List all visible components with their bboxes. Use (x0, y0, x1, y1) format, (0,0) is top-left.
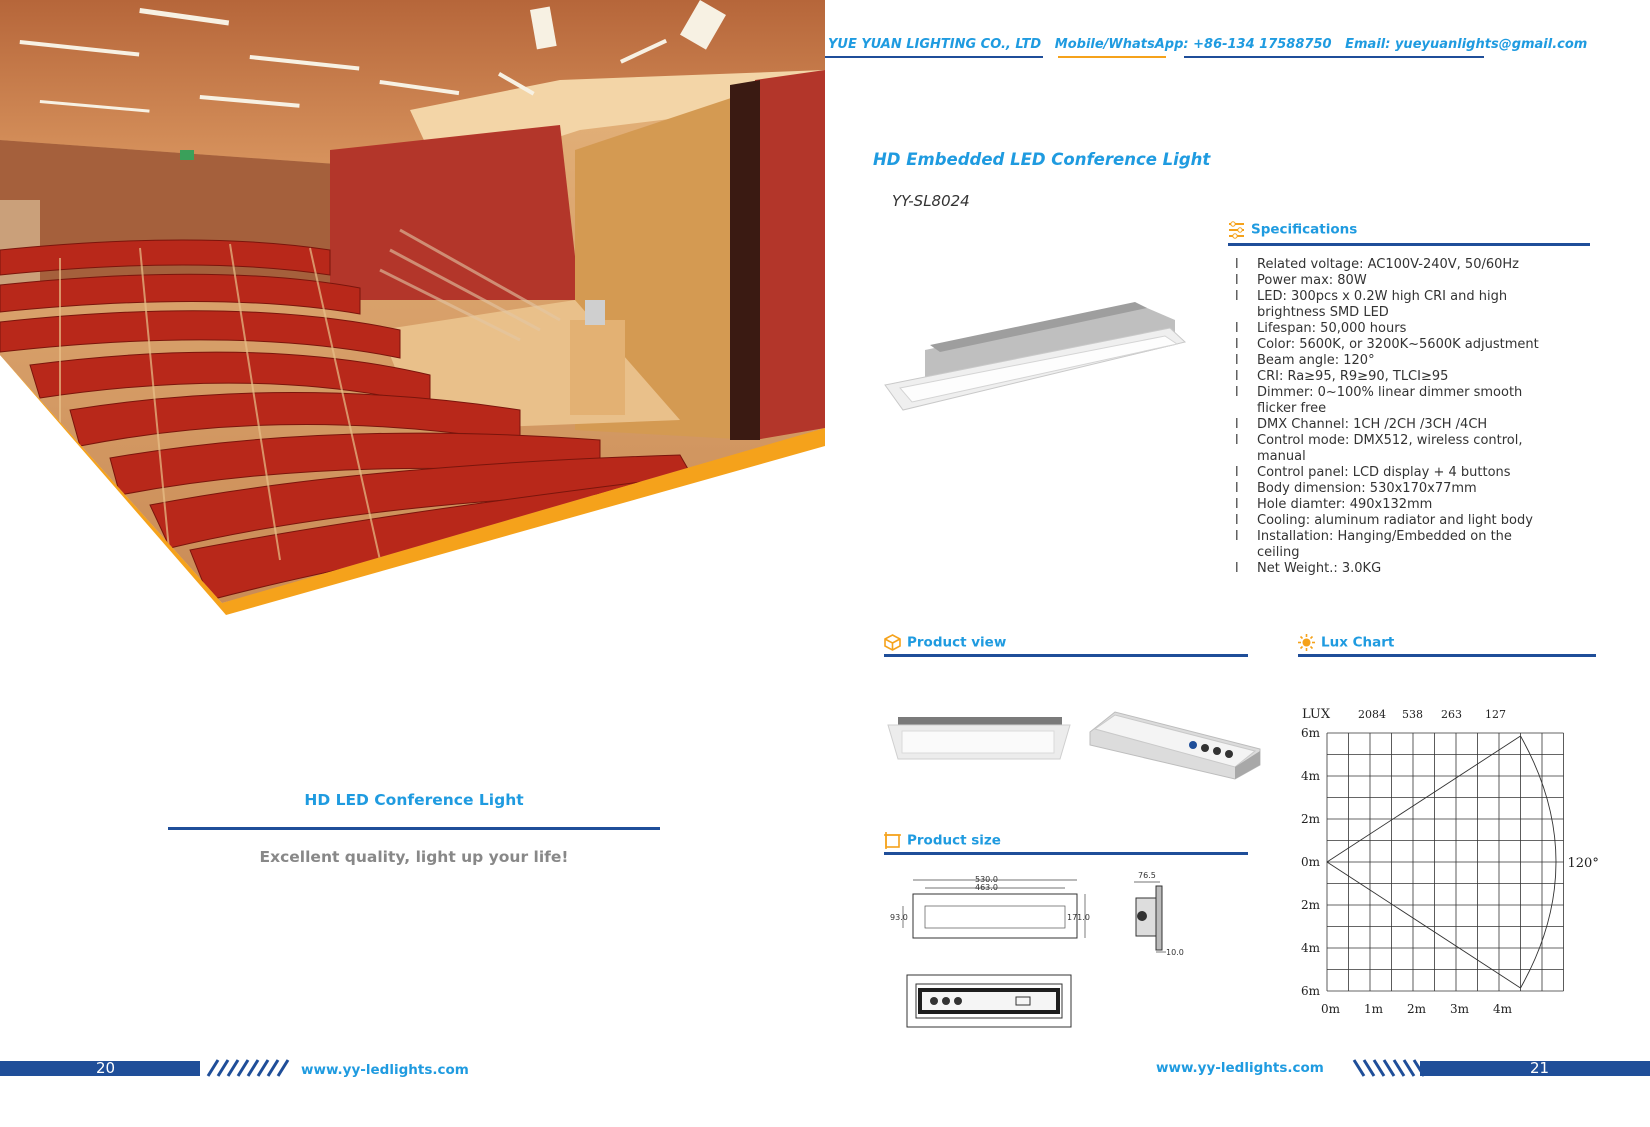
page-number-right: 21 (1530, 1059, 1550, 1077)
lux-chart (1298, 700, 1608, 1024)
product-size-label: Product size (907, 832, 1001, 849)
cube-icon (884, 634, 901, 651)
frame-icon (884, 832, 901, 849)
page-number-left: 20 (96, 1059, 116, 1077)
lux-x-label: 2m (1407, 1002, 1427, 1016)
lux-value: 2084 (1358, 708, 1386, 721)
lux-x-label: 4m (1493, 1002, 1513, 1016)
product-model: YY-SL8024 (892, 192, 970, 210)
spec-item: l Color: 5600K, or 3200K~5600K adjustment (1228, 337, 1558, 353)
product-size-heading (884, 832, 1001, 849)
auditorium-photo (0, 0, 825, 620)
spec-item: l Net Weight.: 3.0KG (1228, 561, 1558, 577)
spec-item: l Hole diamter: 490x132mm (1228, 497, 1558, 513)
spec-item: l Control mode: DMX512, wireless control, manual (1228, 433, 1558, 465)
spec-item: l Beam angle: 120° (1228, 353, 1558, 369)
footer-url-left[interactable]: www.yy-ledlights.com (301, 1062, 469, 1078)
lux-y-label: 4m (1301, 941, 1321, 955)
lux-value: 127 (1485, 708, 1506, 721)
left-page-tagline: Excellent quality, light up your life! (259, 848, 569, 866)
product-title: HD Embedded LED Conference Light (873, 150, 1211, 169)
lux-angle-label: 120° (1567, 856, 1599, 871)
specifications-label: Specifications (1251, 221, 1358, 238)
footer-stripes-left (200, 1059, 300, 1081)
spec-item: l Body dimension: 530x170x77mm (1228, 481, 1558, 497)
contact-line (828, 37, 1587, 52)
dim-depth: 76.5 (1138, 871, 1156, 880)
lux-y-label: 2m (1301, 898, 1321, 912)
size-drawing-front (885, 870, 1090, 954)
spec-item: l Related voltage: AC100V-240V, 50/60Hz (1228, 257, 1558, 273)
dim-flange: 10.0 (1166, 948, 1184, 957)
dim-height-right: 171.0 (1067, 913, 1090, 922)
spec-item: l DMX Channel: 1CH /2CH /3CH /4CH (1228, 417, 1558, 433)
spec-item: l Lifespan: 50,000 hours (1228, 321, 1558, 337)
lux-chart-heading (1298, 634, 1394, 651)
lux-value: 263 (1441, 708, 1462, 721)
product-view-heading (884, 634, 1006, 651)
spec-item: l CRI: Ra≥95, R9≥90, TLCI≥95 (1228, 369, 1558, 385)
header-rule-blue-2 (1184, 56, 1484, 58)
header-rule-orange (1058, 56, 1166, 58)
dim-total-width: 530.0 (975, 875, 998, 884)
footer-url-right[interactable]: www.yy-ledlights.com (1156, 1060, 1324, 1076)
lux-value: 538 (1402, 708, 1423, 721)
lux-y-label: 6m (1301, 726, 1321, 740)
mobile-number: Mobile/WhatsApp: +86-134 17588750 (1054, 37, 1332, 52)
product-view-label: Product view (907, 634, 1007, 651)
spec-item: l Installation: Hanging/Embedded on the ceiling (1228, 529, 1558, 561)
dim-inner-width: 463.0 (975, 883, 998, 892)
sliders-icon (1228, 221, 1245, 238)
lux-unit-label: LUX (1302, 707, 1331, 722)
lux-y-label: 2m (1301, 812, 1321, 826)
lux-y-label: 4m (1301, 769, 1321, 783)
lux-grid (1327, 733, 1564, 991)
lux-y-label: 0m (1301, 855, 1321, 869)
product-view-rule (884, 654, 1248, 657)
product-view-back (1085, 707, 1265, 786)
lux-y-label: 6m (1301, 984, 1321, 998)
specifications-rule (1228, 243, 1590, 246)
spec-item: l Control panel: LCD display + 4 buttons (1228, 465, 1558, 481)
header-rule-blue (825, 56, 1043, 58)
specifications-heading (1228, 221, 1357, 238)
product-size-rule (884, 852, 1248, 855)
product-image-main (885, 300, 1185, 434)
size-drawing-side (1120, 868, 1190, 962)
lux-x-label: 3m (1450, 1002, 1470, 1016)
spec-item: l Power max: 80W (1228, 273, 1558, 289)
spec-item: l Dimmer: 0~100% linear dimmer smooth flicker free (1228, 385, 1558, 417)
lux-x-label: 1m (1364, 1002, 1384, 1016)
spec-item: l Cooling: aluminum radiator and light body (1228, 513, 1558, 529)
left-page-heading: HD LED Conference Light (304, 791, 524, 809)
lux-chart-label: Lux Chart (1321, 634, 1395, 651)
lux-chart-rule (1298, 654, 1596, 657)
spec-item: l LED: 300pcs x 0.2W high CRI and high brightness SMD LED (1228, 289, 1558, 321)
company-name: YUE YUAN LIGHTING CO., LTD (828, 37, 1042, 52)
product-view-front (888, 715, 1070, 769)
spec-list (1228, 257, 1558, 577)
email-address: Email: yueyuanlights@gmail.com (1345, 37, 1588, 52)
size-drawing-bottom (906, 974, 1072, 1034)
left-page-divider (168, 827, 660, 830)
lux-x-label: 0m (1321, 1002, 1341, 1016)
sun-icon (1298, 634, 1315, 651)
dim-height-left: 93.0 (890, 913, 908, 922)
